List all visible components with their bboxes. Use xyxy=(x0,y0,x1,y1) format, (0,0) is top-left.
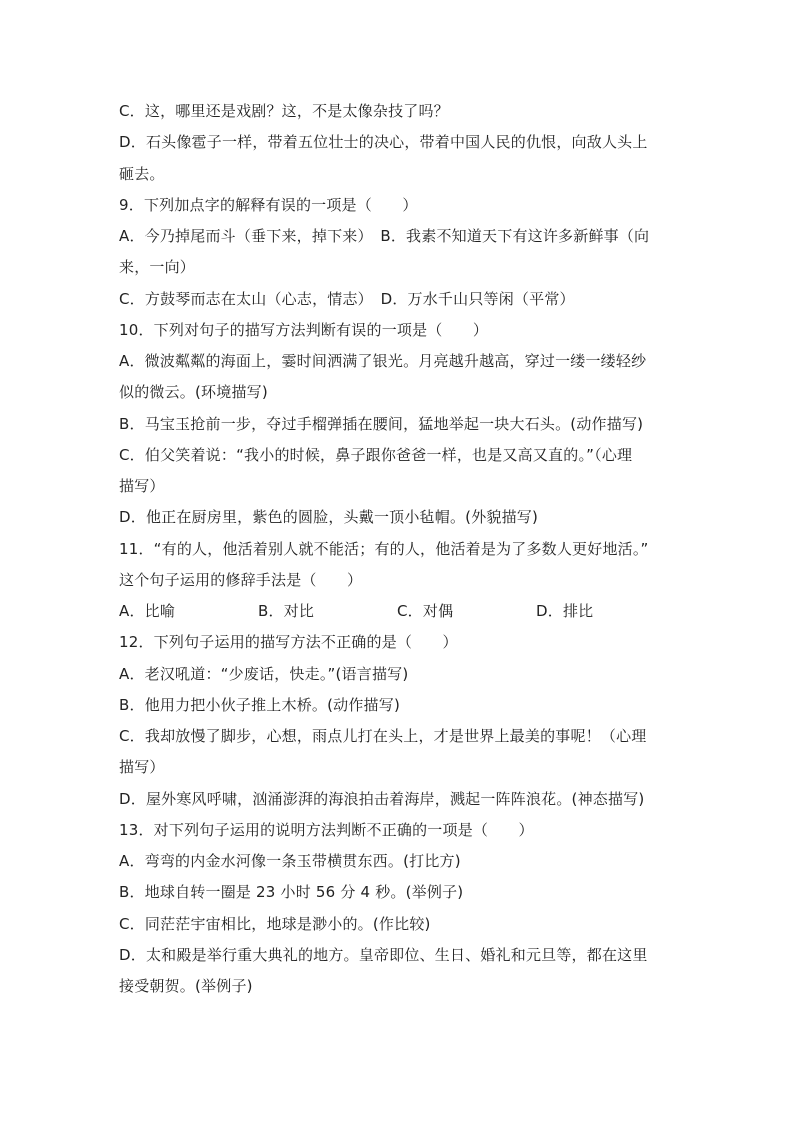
q13-option-c: C．同茫茫宇宙相比，地球是渺小的。(作比较) xyxy=(119,915,431,933)
question-11-cont: 这个句子运用的修辞手法是（ ） xyxy=(119,571,363,589)
q10-option-c-cont: 描写） xyxy=(119,477,165,495)
q13-option-a: A．弯弯的内金水河像一条玉带横贯东西。(打比方) xyxy=(119,852,461,870)
q12-option-c: C．我却放慢了脚步，心想，雨点儿打在头上，才是世界上最美的事呢！（心理 xyxy=(119,727,647,745)
q11-option-b: B．对比 xyxy=(258,602,315,620)
q11-options xyxy=(119,601,679,621)
q10-option-a-cont: 似的微云。(环境描写) xyxy=(119,383,268,401)
q10-option-b: B．马宝玉抢前一步，夺过手榴弹插在腰间，猛地举起一块大石头。(动作描写) xyxy=(119,415,644,433)
question-12: 12．下列句子运用的描写方法不正确的是（ ） xyxy=(119,633,458,651)
q8-option-c: C．这，哪里还是戏剧？这，不是太像杂技了吗？ xyxy=(119,102,449,120)
q11-option-d: D．排比 xyxy=(536,602,594,620)
question-10: 10．下列对句子的描写方法判断有误的一项是（ ） xyxy=(119,321,489,339)
q8-option-d-cont: 砸去。 xyxy=(119,165,165,183)
q11-option-a: A．比喻 xyxy=(119,602,176,620)
q13-option-b: B．地球自转一圈是 23 小时 56 分 4 秒。(举例子) xyxy=(119,883,464,901)
question-11: 11．“有的人，他活着别人就不能活；有的人，他活着是为了多数人更好地活。” xyxy=(119,540,649,558)
q8-option-d: D．石头像雹子一样，带着五位壮士的决心，带着中国人民的仇恨，向敌人头上 xyxy=(119,133,648,151)
q9-options-cd: C．方鼓琴而志在太山（心志，情志） D．万水千山只等闲（平常） xyxy=(119,290,575,308)
q12-option-d: D．屋外寒风呼啸，汹涌澎湃的海浪拍击着海岸，溅起一阵阵浪花。(神态描写) xyxy=(119,790,645,808)
q9-options-ab: A．今乃掉尾而斗（垂下来，掉下来） B．我素不知道天下有这许多新鲜事（向 xyxy=(119,227,650,245)
q10-option-c: C．伯父笑着说：“我小的时候，鼻子跟你爸爸一样，也是又高又直的。”（心理 xyxy=(119,446,633,464)
q13-option-d-cont: 接受朝贺。(举例子) xyxy=(119,977,253,995)
q10-option-a: A．微波粼粼的海面上，霎时间洒满了银光。月亮越升越高，穿过一缕一缕轻纱 xyxy=(119,352,647,370)
question-13: 13．对下列句子运用的说明方法判断不正确的一项是（ ） xyxy=(119,821,534,839)
q10-option-d: D．他正在厨房里，紫色的圆脸，头戴一顶小毡帽。(外貌描写) xyxy=(119,508,539,526)
q9-options-ab-cont: 来，一向） xyxy=(119,258,196,276)
q12-option-a: A．老汉吼道：“少废话，快走。”(语言描写) xyxy=(119,665,409,683)
q13-option-d: D．太和殿是举行重大典礼的地方。皇帝即位、生日、婚礼和元旦等，都在这里 xyxy=(119,946,648,964)
q12-option-c-cont: 描写） xyxy=(119,758,165,776)
q12-option-b: B．他用力把小伙子推上木桥。(动作描写) xyxy=(119,696,400,714)
question-9: 9．下列加点字的解释有误的一项是（ ） xyxy=(119,196,418,214)
q11-option-c: C．对偶 xyxy=(397,602,454,620)
